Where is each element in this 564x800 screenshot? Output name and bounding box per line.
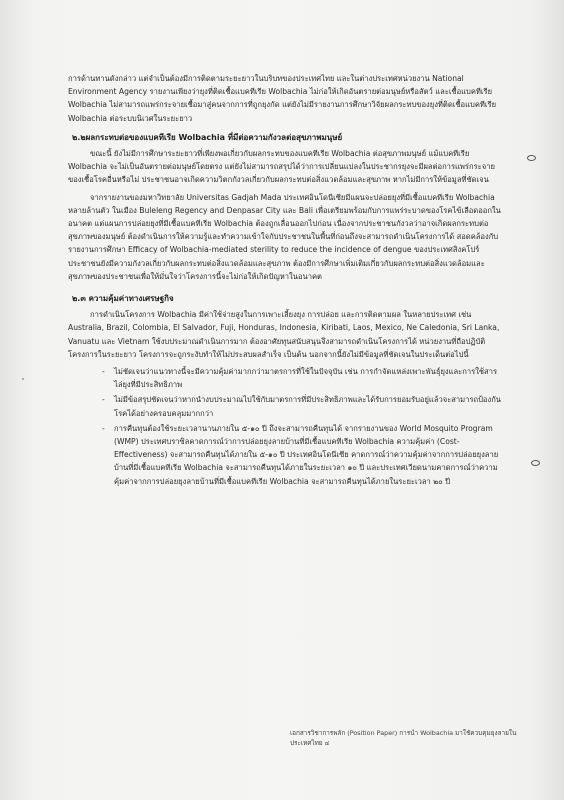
list-item-text: ไม่มีข้อสรุปชัดเจนว่าหากนำงบประมาณไปใช้กับมาตรการที่มีประสิทธิภาพและได้รับการยอมรับอยู่แล้วจะสามารถป้องกันโรคได้อย่างครอบคลุมมากกว่า	[114, 395, 501, 418]
section-heading-2-2: ๒.๒ผลกระทบต่อของแบคทีเรีย Wolbachia ที่มีต่อความกังวลต่อสุขภาพมนุษย์	[72, 132, 343, 142]
scan-speck	[22, 378, 24, 380]
intro-paragraph: การด้านทานดังกล่าว แต่จำเป็นต้องมีการติดตามระยะยาวในบริบทของประเทศไทย และในต่างประเทศหน่วยงาน National Environment Agency รายงานเพียงว่ายุงที่ติดเชื้อแบคทีเรีย Wolbachia ไม่ก่อให้เกิดอันตรายต่อมนุษย์หรือสัตว์ และเชื้อแบคทีเรีย Wolbachia ไม่สามารถแพร่กระจายเชื้อมาสู่คนจากการที่ถูกยุงกัด แต่ยังไม่มีรายงานการศึกษาวิจัยผลกระทบของยุงที่ติดเชื้อแบคทีเรีย Wolbachia ต่อระบบนิเวศในระยะยาว	[68, 74, 497, 123]
binder-hole-mark	[527, 155, 536, 161]
list-item-text: การคืนทุนต้องใช้ระยะเวลานานภายใน ๕-๑๐ ปี ถึงจะสามารถคืนทุนได้ จากรายงานของ World Mosquito Program (WMP) ประเทศบราซิลคาดการณ์ว่าการปล่อยยุงลายบ้านที่มีเชื้อแบคทีเรีย Wolbachia ความคุ้มค่า (Cost-Effectiveness) จะสามารถคืนทุนได้ภายใน ๕-๑๐ ปี ประเทศอินโดนีเซีย คาดการณ์ว่าความคุ้มค่าจากการปล่อยยุงลายบ้านที่มีเชื้อแบคทีเรีย Wolbachia จะสามารถคืนทุนได้ภายในระยะเวลา ๑๐ ปี และประเทศเวียดนามคาดการณ์ว่าความคุ้มค่าจากการปล่อยยุงลายบ้านที่มีเชื้อแบคทีเรีย Wolbachia จะสามารถคืนทุนได้ภายในระยะเวลา ๒๐ ปี	[114, 423, 499, 486]
document-body	[68, 72, 504, 490]
list-item: - ไม่ชัดเจนว่าแนวทางนี้จะมีความคุ้มค่ามากกว่ามาตรการที่ใช้ในปัจจุบัน เช่น การกำจัดแหล่งเพาะพันธุ์ยุงและการใช้สารไล่ยุงที่มีประสิทธิภาพ	[102, 367, 498, 390]
list-item: - ไม่มีข้อสรุปชัดเจนว่าหากนำงบประมาณไปใช้กับมาตรการที่มีประสิทธิภาพและได้รับการยอมรับอยู่แล้วจะสามารถป้องกันโรคได้อย่างครอบคลุมมากกว่า	[102, 395, 501, 418]
list-item-text: ไม่ชัดเจนว่าแนวทางนี้จะมีความคุ้มค่ามากกว่ามาตรการที่ใช้ในปัจจุบัน เช่น การกำจัดแหล่งเพาะพันธุ์ยุงและการใช้สารไล่ยุงที่มีประสิทธิภาพ	[114, 367, 498, 390]
section-heading-2-3: ๒.๓ ความคุ้มค่าทางเศรษฐกิจ	[72, 294, 174, 304]
section-2-2-paragraph-1: ขณะนี้ ยังไม่มีการศึกษาระยะยาวที่เพียงพอเกี่ยวกับผลกระทบของแบคทีเรีย Wolbachia ต่อสุขภาพมนุษย์ แม้แบคทีเรีย Wolbachia จะไม่เป็นอันตรายต่อมนุษย์โดยตรง แต่ยังไม่สามารถสรุปได้ว่าการเปลี่ยนแปลงในประชากรยุงจะมีผลต่อการแพร่กระจายของเชื้อโรคอื่นหรือไม่ ประชาชนอาจเกิดความวิตกกังวลเกี่ยวกับผลกระทบต่อสิ่งแวดล้อมและสุขภาพ หากไม่มีการให้ข้อมูลที่ชัดเจน	[68, 149, 495, 185]
bullet-list	[68, 365, 504, 488]
list-item: - การคืนทุนต้องใช้ระยะเวลานานภายใน ๕-๑๐ ปี ถึงจะสามารถคืนทุนได้ จากรายงานของ World Mosquito Program (WMP) ประเทศบราซิลคาดการณ์ว่าการปล่อยยุงลายบ้านที่มีเชื้อแบคทีเรีย Wolbachia ความคุ้มค่า (Cost-Effectiveness) จะสามารถคืนทุนได้ภายใน ๕-๑๐ ปี ประเทศอินโดนีเซีย คาดการณ์ว่าความคุ้มค่าจากการปล่อยยุงลายบ้านที่มีเชื้อแบคทีเรีย Wolbachia จะสามารถคืนทุนได้ภายในระยะเวลา ๑๐ ปี และประเทศเวียดนามคาดการณ์ว่าความคุ้มค่าจากการปล่อยยุงลายบ้านที่มีเชื้อแบคทีเรีย Wolbachia จะสามารถคืนทุนได้ภายในระยะเวลา ๒๐ ปี	[102, 423, 499, 486]
binder-hole-mark	[531, 460, 540, 466]
section-2-3-paragraph-1: การดำเนินโครงการ Wolbachia มีค่าใช้จ่ายสูงในการเพาะเลี้ยงยุง การปล่อย และการติดตามผล ในหลายประเทศ เช่น Australia, Brazil, Colombia, El Salvador, Fuji, Honduras, Indonesia, Kiribati, Laos, Mexico, Ne Caledonia, Sri Lanka, Vanuatu และ Vietnam ใช้งบประมาณดำเนินการมาก ต้องอาศัยทุนสนับสนุนจึงสามารถดำเนินโครงการได้ หน่วยงานที่ถือปฏิบัติโครงการในระยะยาว โครงการจะถูกระงับทำให้ไม่ประสบผลสำเร็จ เป็นต้น นอกจากนี้ยังไม่มีข้อมูลที่ชัดเจนในประเด็นต่อไปนี้	[68, 310, 500, 359]
section-2-2-paragraph-2: จากรายงานของมหาวิทยาลัย Universitas Gadjah Mada ประเทศอินโดนีเซียมีแผนจะปล่อยยุงที่มีเชื้อแบคทีเรีย Wolbachia หลายล้านตัว ในเมือง Buleleng Regency and Denpasar City และ Bali เพื่อเตรียมพร้อมกับการแพร่ระบาดของโรคไข้เลือดออกในอนาคต แต่แผนการปล่อยยุงที่มีเชื้อแบคทีเรีย Wolbachia ต้องถูกเลื่อนออกไปก่อน เนื่องจากประชาชนกังวลว่าอาจเกิดผลกระทบต่อสุขภาพของมนุษย์ ต้องดำเนินการให้ความรู้และทำความเข้าใจกับประชาชนในพื้นที่ก่อนถึงจะสามารถดำเนินโครงการได้ สอดคล้องกับรายงานการศึกษา Efficacy of Wolbachia-mediated sterility to reduce the incidence of dengue ของประเทศสิงคโปร์ ประชาชนยังมีความกังวลเกี่ยวกับผลกระทบต่อสิ่งแวดล้อมและสุขภาพ ต้องมีการศึกษาเพิ่มเติมเกี่ยวกับผลกระทบต่อสิ่งแวดล้อมและสุขภาพของประชาชนเพื่อให้มั่นใจว่าโครงการนี้จะไม่ก่อให้เกิดปัญหาในอนาคต	[68, 192, 501, 281]
page-footer: เอกสารวิชาการพลัก (Position Paper) การนำ Wolbachia มาใช้ควบคุมยุงลายในประเทศไทย ๔	[290, 729, 517, 747]
